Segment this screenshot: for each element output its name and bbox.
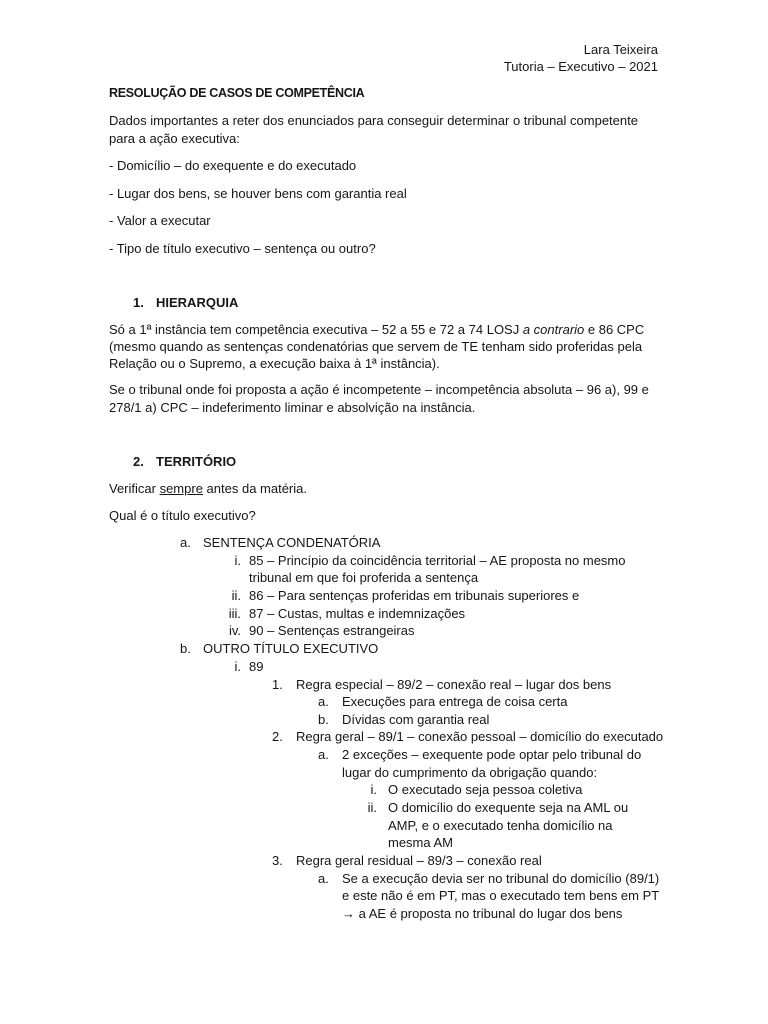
line-text: Só a 1ª instância tem competência executiva – 52 a 55 e 72 a 74 LOSJ [109, 322, 523, 337]
list-marker: b. [318, 712, 329, 727]
list-marker: iii. [228, 606, 241, 621]
intro-list-item: - Tipo de título executivo – sentença ou outro? [109, 241, 376, 256]
intro-line: para a ação executiva: [109, 131, 240, 146]
list-item-text: Regra geral – 89/1 – conexão pessoal – domicílio do executado [296, 729, 664, 744]
list-item-text: mesma AM [388, 835, 454, 850]
list-item-text: 86 – Para sentenças proferidas em tribunais superiores e [249, 588, 580, 603]
section-number: 2. [133, 454, 144, 469]
list-item-text: AMP, e o executado tenha domicílio na [388, 818, 613, 833]
list-marker: a. [318, 694, 329, 709]
list-item-text: Regra geral residual – 89/3 – conexão real [296, 853, 542, 868]
document-title: RESOLUÇÃO DE CASOS DE COMPETÊNCIA [109, 86, 365, 100]
intro-line: Dados importantes a reter dos enunciados para conseguir determinar o tribunal competente [109, 113, 638, 128]
list-marker: iv. [228, 623, 241, 638]
list-item-text: Dívidas com garantia real [342, 712, 490, 727]
list-item-text: Se a execução devia ser no tribunal do domicílio (89/1) [342, 871, 660, 886]
list-marker: a. [318, 747, 329, 762]
list-marker: 3. [272, 853, 283, 868]
list-marker: a. [318, 871, 329, 886]
document-subtitle: Tutoria – Executivo – 2021 [503, 59, 658, 74]
intro-list-item: - Domicílio – do exequente e do executado [109, 158, 357, 173]
list-marker: ii. [231, 588, 241, 603]
list-marker: 2. [272, 729, 283, 744]
paragraph-line: (mesmo quando as sentenças condenatórias que servem de TE tenham sido proferidas pela [109, 339, 643, 354]
line-text: antes da matéria. [202, 481, 307, 496]
section-number: 1. [133, 295, 144, 310]
list-item-text: lugar do cumprimento da obrigação quando: [342, 765, 598, 780]
list-item-text: 87 – Custas, multas e indemnizações [249, 606, 466, 621]
list-marker: i. [234, 659, 241, 674]
emphasis-text: a contrario [522, 322, 585, 337]
section-heading: HIERARQUIA [156, 295, 239, 310]
line-text: Verificar [109, 481, 160, 496]
list-item-text: Execuções para entrega de coisa certa [342, 694, 568, 709]
list-item-text: e este não é em PT, mas o executado tem bens em PT [342, 888, 660, 903]
list-item-text: 90 – Sentenças estrangeiras [249, 623, 415, 638]
list-marker: i. [370, 782, 377, 797]
author-name: Lara Teixeira [583, 42, 658, 57]
paragraph-line [109, 321, 644, 339]
question-line: Qual é o título executivo? [109, 508, 256, 523]
list-marker: a. [180, 535, 191, 550]
list-marker: b. [180, 641, 191, 656]
intro-list-item: - Lugar dos bens, se houver bens com garantia real [109, 186, 407, 201]
underlined-text: sempre [159, 481, 203, 496]
intro-list-item: - Valor a executar [109, 213, 211, 228]
list-marker: i. [234, 553, 241, 568]
paragraph-line: Relação ou o Supremo, a execução baixa à 1ª instância). [109, 356, 440, 371]
section-heading: TERRITÓRIO [156, 454, 237, 469]
line-text: e 86 CPC [584, 322, 645, 337]
list-item-text: O domicílio do exequente seja na AML ou [388, 800, 629, 815]
list-item-text: Regra especial – 89/2 – conexão real – lugar dos bens [296, 677, 612, 692]
list-item-text: SENTENÇA CONDENATÓRIA [203, 535, 381, 550]
list-item-text: 2 exceções – exequente pode optar pelo tribunal do [342, 747, 642, 762]
list-marker: ii. [367, 800, 377, 815]
list-item-text: → a AE é proposta no tribunal do lugar dos bens [342, 906, 623, 921]
paragraph-line: 278/1 a) CPC – indeferimento liminar e absolvição na instância. [109, 400, 476, 415]
list-item-text: 89 [249, 659, 264, 674]
list-item-text: O executado seja pessoa coletiva [388, 782, 583, 797]
list-item-text: OUTRO TÍTULO EXECUTIVO [203, 641, 379, 656]
paragraph-line [109, 480, 307, 498]
list-item-text: 85 – Princípio da coincidência territorial – AE proposta no mesmo [249, 553, 626, 568]
paragraph-line: Se o tribunal onde foi proposta a ação é incompetente – incompetência absoluta – 96 a), 99 e [109, 382, 649, 397]
list-item-text: tribunal em que foi proferida a sentença [249, 570, 479, 585]
list-marker: 1. [272, 677, 283, 692]
